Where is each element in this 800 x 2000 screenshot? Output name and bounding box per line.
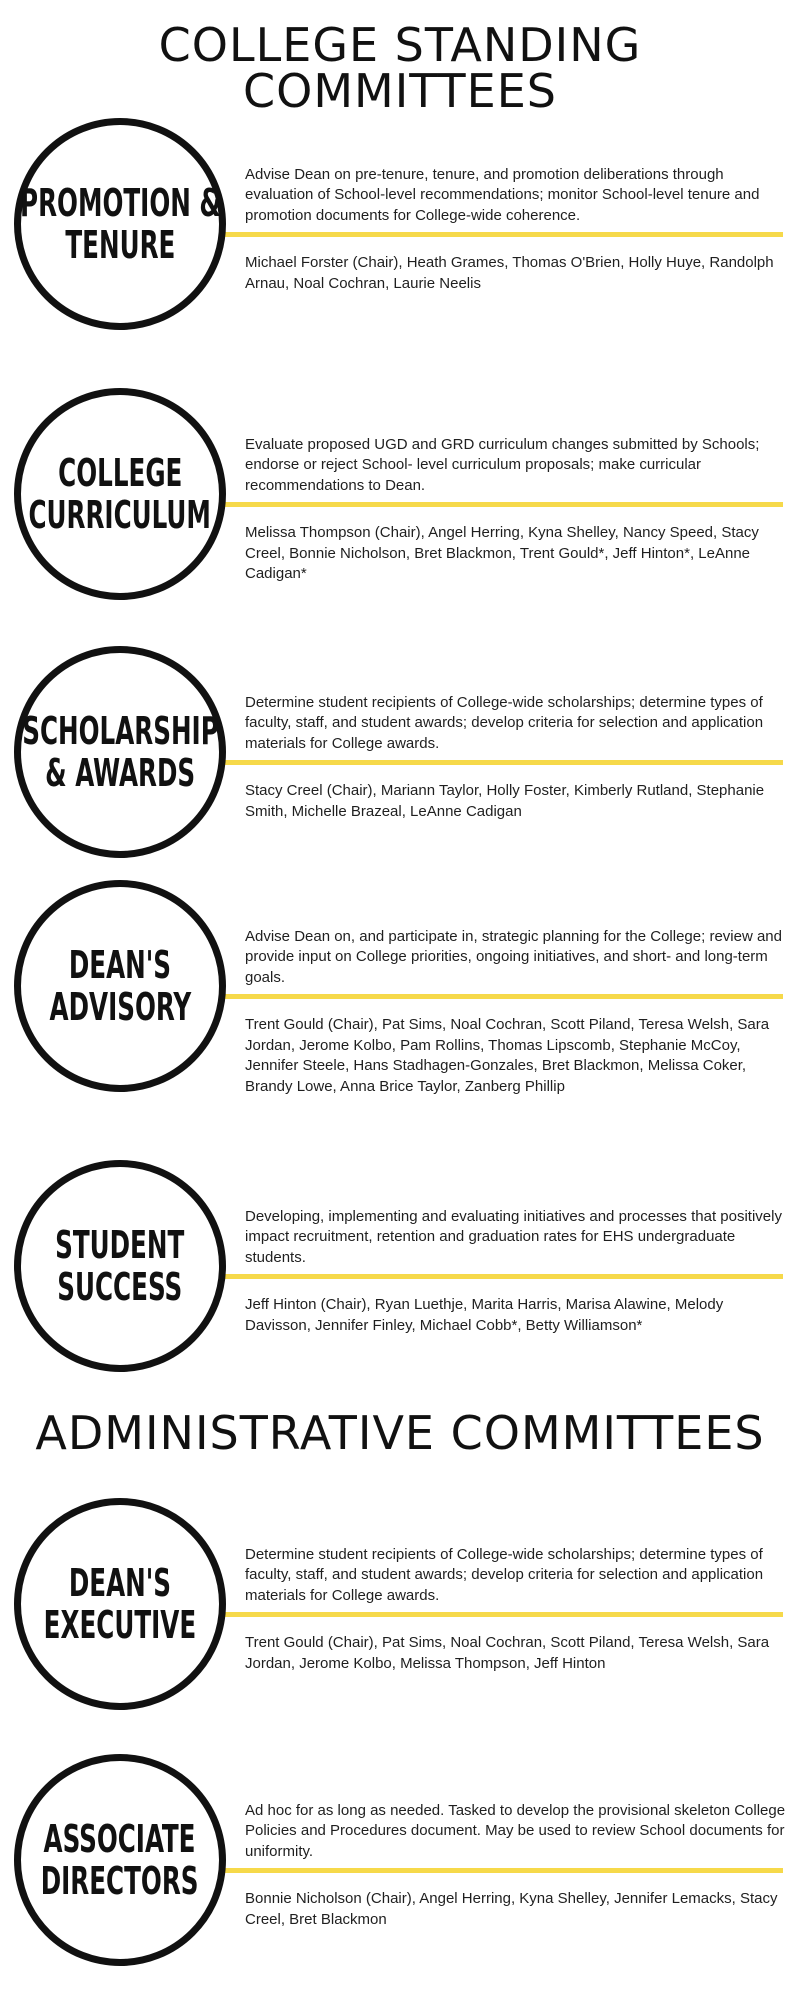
committee-description: Determine student recipients of College-wide scholarships; determine types of faculty, staff, and student awards; develop criteria for selection and application materials for College awards. [245,1545,764,1604]
standing-committees-heading: COLLEGE STANDING COMMITTEES [158,18,642,118]
committee-members: Stacy Creel (Chair), Mariann Taylor, Holly Foster, Kimberly Rutland, Stephanie Smith, Michelle Brazeal, LeAnne Cadigan [245,782,765,820]
committee-deans-executive [0,1498,800,1728]
committee-name-circle [14,880,226,1092]
committee-members: Trent Gould (Chair), Pat Sims, Noal Cochran, Scott Piland, Teresa Welsh, Sara Jordan, Jerome Kolbo, Melissa Thompson, Jeff Hinton [245,1634,770,1672]
committee-name-line1: SCHOLARSHIP [21,709,219,753]
committee-name-line2: DIRECTORS [41,1859,199,1903]
committee-name-line2: ADVISORY [49,985,191,1029]
committee-name-line1: STUDENT [55,1223,185,1267]
committee-name-circle [14,388,226,600]
committee-members: Michael Forster (Chair), Heath Grames, Thomas O'Brien, Holly Huye, Randolph Arnau, Noal Cochran, Laurie Neelis [245,254,774,292]
committee-description: Advise Dean on pre-tenure, tenure, and promotion deliberations through evaluation of School-level recommendations; monitor School-level tenure and promotion documents for College-wide coherence. [245,165,760,224]
committee-college-curriculum [0,388,800,618]
committee-deans-advisory [0,880,800,1110]
committee-name-circle [14,1498,226,1710]
committee-name-line1: DEAN'S [68,1561,172,1605]
committee-name-circle [14,1160,226,1372]
committee-description: Ad hoc for as long as needed. Tasked to develop the provisional skeleton College Policies and Procedures document. May be used to review School documents for uniformity. [245,1801,786,1860]
committee-members: Trent Gould (Chair), Pat Sims, Noal Cochran, Scott Piland, Teresa Welsh, Sara Jordan, Jerome Kolbo, Pam Rollins, Thomas Lipscomb, Stephanie McCoy, Jennifer Steele, Hans Stadhagen-Gonzales, Bret Blackmon, Melissa Coker, Brandy Lowe, Anna Brice Taylor, Zanberg Phillip [245,1016,770,1095]
committee-name-line1: ASSOCIATE [44,1817,196,1861]
committee-name-line2: TENURE [65,223,175,267]
committee-associate-directors [0,1754,800,1984]
committee-members: Bonnie Nicholson (Chair), Angel Herring, Kyna Shelley, Jennifer Lemacks, Stacy Creel, Bret Blackmon [245,1890,778,1928]
committee-members: Melissa Thompson (Chair), Angel Herring, Kyna Shelley, Nancy Speed, Stacy Creel, Bonnie Nicholson, Bret Blackmon, Trent Gould*, Jeff Hinton*, LeAnne Cadigan* [245,524,759,582]
committee-description: Developing, implementing and evaluating initiatives and processes that positively impact recruitment, retention and graduation rates for EHS undergraduate students. [245,1207,782,1266]
committee-name-line1: DEAN'S [68,943,172,987]
committee-student-success [0,1160,800,1390]
committee-description: Advise Dean on, and participate in, strategic planning for the College; review and provide input on College priorities, ongoing initiatives, and short- and long-term goals. [245,927,782,986]
committee-promotion-tenure [0,118,800,348]
committee-description: Evaluate proposed UGD and GRD curriculum changes submitted by Schools; endorse or reject School- level curriculum proposals; make curricular recommendations to Dean. [245,435,760,494]
committee-members: Jeff Hinton (Chair), Ryan Luethje, Marita Harris, Marisa Alawine, Melody Davisson, Jennifer Finley, Michael Cobb*, Betty Williamson* [245,1296,724,1334]
administrative-committees-heading: ADMINISTRATIVE COMMITTEES [35,1406,765,1460]
committee-name-line2: CURRICULUM [28,493,212,537]
committee-name-line1: COLLEGE [57,451,183,495]
committee-name-circle [14,646,226,858]
committee-name-circle [14,118,226,330]
committee-name-line2: SUCCESS [57,1265,183,1309]
committee-name-line1: PROMOTION & [19,181,221,225]
committee-description: Determine student recipients of College-wide scholarships; determine types of faculty, staff, and student awards; develop criteria for selection and application materials for College awards. [245,693,764,752]
committee-name-circle [14,1754,226,1966]
committee-scholarship-awards [0,646,800,876]
committee-name-line2: EXECUTIVE [43,1603,197,1647]
committee-name-line2: & AWARDS [45,751,195,795]
